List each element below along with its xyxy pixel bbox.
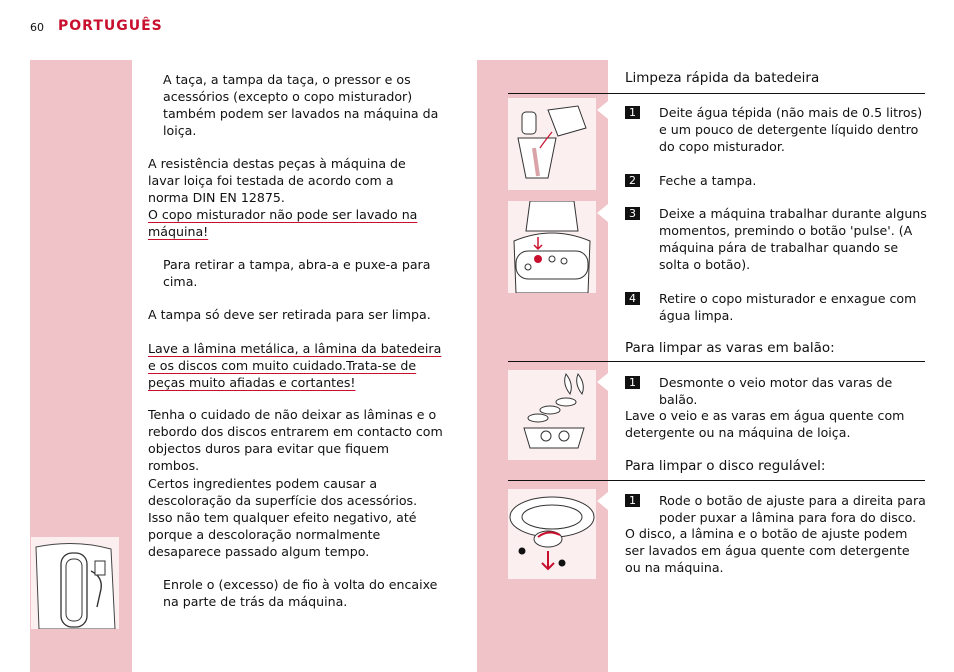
step-number: 3	[625, 207, 640, 220]
divider	[508, 480, 925, 481]
step-text: Retire o copo misturador e enxague com água limpa.	[659, 291, 917, 323]
heading-whisk-clean: Para limpar as varas em balão:	[625, 340, 835, 356]
pointer-marker	[119, 573, 130, 591]
dishwasher-test-text: A resistência destas peças à máquina de lavar loiça foi testada de acordo com a norma DIN EN 12875.	[148, 156, 406, 205]
disc-clean-note: O disco, a lâmina e o botão de ajuste podem ser lavados em água quente com detergente ou na máquina.	[625, 526, 910, 575]
step-text: Desmonte o veio motor das varas de balão.	[659, 375, 893, 407]
paragraph-discoloration: Certos ingredientes podem causar a descoloração da superfície dos acessórios. Isso não tem qualquer efeito negativo, até porque a descoloração normalmente desaparece passado algum tempo.	[148, 476, 418, 559]
section-language-title: PORTUGUÊS	[58, 18, 163, 34]
pointer-marker	[597, 373, 608, 391]
paragraph-dishwasher-test	[148, 155, 433, 240]
blade-warning: Lave a lâmina metálica, a lâmina da batedeira e os discos com muito cuidado.Trata-se de peças muito afiadas e cortantes!	[148, 341, 442, 390]
step-number: 1	[625, 106, 640, 119]
paragraph-remove-lid: Para retirar a tampa, abra-a e puxe-a para cima.	[163, 257, 431, 289]
step-number: 1	[625, 376, 640, 389]
heading-quick-clean: Limpeza rápida da batedeira	[625, 70, 820, 86]
paragraph-dishwasher-parts: A taça, a tampa da taça, o pressor e os acessórios (excepto o copo misturador) também podem ser lavados na máquina da loiça.	[163, 72, 439, 138]
adjustable-disc-illustration	[508, 489, 596, 579]
step-number: 1	[625, 494, 640, 507]
paragraph-lid-cleaning: A tampa só deve ser retirada para ser limpa.	[148, 307, 431, 322]
divider	[508, 93, 925, 94]
pulse-button-illustration	[508, 201, 596, 293]
paragraph-blade-care: Tenha o cuidado de não deixar as lâminas e o rebordo dos discos entrarem em contacto com objectos duros para evitar que fiquem rombos.	[148, 407, 443, 473]
cord-storage-illustration	[31, 537, 119, 629]
blender-warning: O copo misturador não pode ser lavado na máquina!	[148, 207, 418, 239]
paragraph-cord-storage: Enrole o (excesso) de fio à volta do encaixe na parte de trás da máquina.	[163, 577, 438, 609]
step-text: Deite água tépida (não mais de 0.5 litros) e um pouco de detergente líquido dentro do copo misturador.	[659, 105, 923, 154]
whisk-disassembly-illustration	[508, 370, 596, 460]
divider	[508, 361, 925, 362]
pointer-marker	[597, 492, 608, 510]
page-number: 60	[30, 21, 44, 34]
pointer-marker	[597, 101, 608, 119]
pointer-marker	[597, 204, 608, 222]
step-text: Feche a tampa.	[659, 173, 757, 188]
whisk-clean-note: Lave o veio e as varas em água quente com detergente ou na máquina de loiça.	[625, 408, 905, 440]
step-text: Deixe a máquina trabalhar durante alguns momentos, premindo o botão 'pulse'. (A máquina pára de trabalhar quando se solta o botão).	[659, 206, 927, 272]
pour-water-illustration	[508, 98, 596, 190]
step-number: 4	[625, 292, 640, 305]
step-number: 2	[625, 174, 640, 187]
heading-disc-clean: Para limpar o disco regulável:	[625, 458, 826, 474]
step-text: Rode o botão de ajuste para a direita para poder puxar a lâmina para fora do disco.	[659, 493, 926, 525]
